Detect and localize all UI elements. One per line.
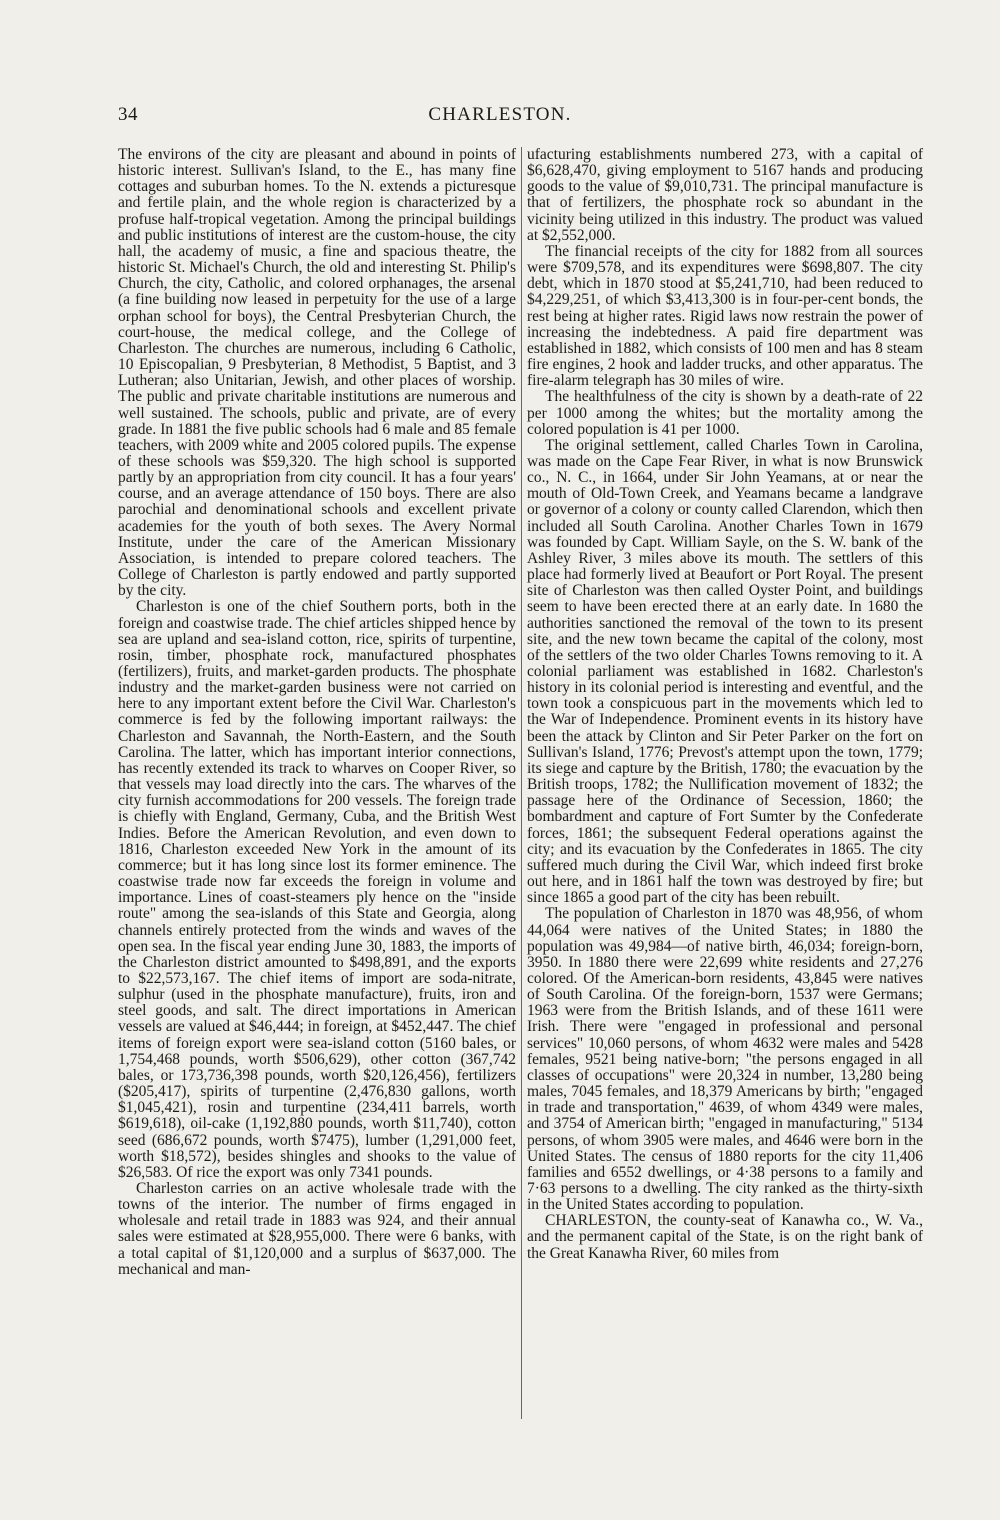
right-column xyxy=(527,147,923,1262)
paragraph-history: The original settlement, called Charles Town in Carolina, was made on the Cape Fear River, in what is now Brunswick co., N. C., in 1664, under Sir John Yeamans, at or near the mouth of Old-Town Creek, and Yeamans became a landgrave or governor of a colony or county called Clarendon, which then included all South Carolina. Another Charles Town in 1679 was founded by Capt. William Sayle, on the S. W. bank of the Ashley River, 3 miles above its mouth. The settlers of this place had formerly lived at Beaufort or Port Royal. The present site of Charleston was then called Oyster Point, and buildings seem to have been erected there at an early date. In 1680 the authorities sanctioned the removal of the town to its present site, and the new town became the capital of the colony, most of the settlers of the two older Charles Towns removing to it. A colonial parliament was established in 1682. Charleston's history in its colonial period is interesting and eventful, and the town took a conspicuous part in the movements which led to the War of Independence. Prominent events in its history have been the attack by Clinton and Sir Peter Parker on the fort on Sullivan's Island, 1776; Prevost's attempt upon the town, 1779; its siege and capture by the British, 1780; the evacuation by the British troops, 1782; the Nullification movement of 1832; the passage here of the Ordinance of Secession, 1860; the bombardment and capture of Fort Sumter by the Confederate forces, 1861; the subsequent Federal operations against the city; and its evacuation by the Confederates in 1865. The city suffered much during the Civil War, which indeed first broke out here, and in 1861 half the town was destroyed by fire; but since 1865 a good part of the city has been rebuilt. xyxy=(527,436,923,907)
left-column xyxy=(118,147,516,1278)
paragraph-environs: The environs of the city are pleasant and abound in points of historic interest. Sullivan's Island, to the E., has many fine cottages and suburban homes. To the N. extends a picturesque and fertile plain, and the whole region is characterized by a profuse half-tropical vegetation. Among the principal buildings and public institutions of interest are the custom-house, the city hall, the academy of music, a fine and spacious theatre, the historic St. Michael's Church, the old and interesting St. Philip's Church, the city, Catholic, and colored orphanages, the arsenal (a fine building now leased in perpetuity for the use of a large orphan school for boys), the Central Presbyterian Church, the court-house, the medical college, and the College of Charleston. The churches are numerous, including 6 Catholic, 10 Episcopalian, 9 Presbyterian, 8 Methodist, 5 Baptist, and 3 Lutheran; also Unitarian, Jewish, and other places of worship. The public and private charitable institutions are numerous and well sustained. The schools, public and private, are of every grade. In 1881 the five public schools had 6 male and 85 female teachers, with 2009 white and 2005 colored pupils. The expense of these schools was $59,320. The high school is supported partly by an appropriation from city council. It has a four years' course, and an average attendance of 150 boys. There are also parochial and denominational schools and excellent private academies for the youth of both sexes. The Avery Normal Institute, under the care of the American Missionary Association, is intended to prepare colored teachers. The College of Charleston is partly endowed and partly supported by the city. xyxy=(118,146,516,600)
paragraph-wholesale: Charleston carries on an active wholesale trade with the towns of the interior. The number of firms engaged in wholesale and retail trade in 1883 was 924, and their annual sales were estimated at $28,955,000. There were 6 banks, with a total capital of $1,120,000 and a surplus of $637,000. The mechanical and man- xyxy=(118,1180,516,1278)
paragraph-health: The healthfulness of the city is shown by a death-rate of 22 per 1000 among the whites; but the mortality among the colored population is 41 per 1000. xyxy=(527,388,923,438)
paragraph-population: The population of Charleston in 1870 was 48,956, of whom 44,064 were natives of the United States; in 1880 the population was 49,984—of native birth, 46,034; foreign-born, 3950. In 1880 there were 22,699 white residents and 27,276 colored. Of the American-born residents, 43,845 were natives of South Carolina. Of the foreign-born, 1537 were Germans; 1963 were from the British Islands, and of these 1611 were Irish. There were "engaged in professional and personal services" 10,060 persons, of whom 4632 were males and 5428 females, 9521 being native-born; "the persons engaged in all classes of occupations" were 20,324 in number, 13,280 being males, 7045 females, and 18,379 Americans by birth; "engaged in trade and transportation," 4639, of whom 4349 were males, and 3754 of American birth; "engaged in manufacturing," 5134 persons, of whom 3905 were males, and 4646 were born in the United States. The census of 1880 reports for the city 11,406 families and 6552 dwellings, or 4·38 persons to a family and 7·63 persons to a dwelling. The city ranked as the thirty-sixth in the United States according to population. xyxy=(527,905,923,1214)
column-divider xyxy=(521,147,522,1419)
paragraph-charleston-wv: CHARLESTON, the county-seat of Kanawha co., W. Va., and the permanent capital of the State, is on the right bank of the Great Kanawha River, 60 miles from xyxy=(527,1212,923,1262)
paragraph-trade: Charleston is one of the chief Southern ports, both in the foreign and coastwise trade. The chief articles shipped hence by sea are upland and sea-island cotton, rice, spirits of turpentine, rosin, timber, phosphate rock, manufactured phosphates (fertilizers), fruits, and market-garden products. The phosphate industry and the market-garden business were not carried on here to any important extent before the Civil War. Charleston's commerce is fed by the following important railways: the Charleston and Savannah, the North-Eastern, and the South Carolina. The latter, which has important interior connections, has recently extended its track to wharves on Cooper River, so that vessels may load directly into the cars. The wharves of the city furnish accommodations for 200 vessels. The foreign trade is chiefly with England, Germany, Cuba, and the British West Indies. Before the American Revolution, and even down to 1816, Charleston exceeded New York in the amount of its commerce; but it has long since lost its former eminence. The coastwise trade now far exceeds the foreign in volume and importance. Lines of coast-steamers ply hence on the "inside route" among the sea-islands of this State and Georgia, along channels entirely protected from the winds and waves of the open sea. In the fiscal year ending June 30, 1883, the imports of the Charleston district amounted to $498,891, and the exports to $22,573,167. The chief items of import are soda-nitrate, sulphur (used in the phosphate manufacture), fruits, iron and steel goods, and salt. The direct importations in American vessels are valued at $46,444; in foreign, at $452,447. The chief items of foreign export were sea-island cotton (5160 bales, or 1,754,468 pounds, worth $506,629), other cotton (367,742 bales, or 173,736,398 pounds, worth $20,126,456), fertilizers ($205,417), spirits of turpentine (2,476,830 gallons, worth $1,045,421), rosin and turpentine (234,411 barrels, worth $619,618), oil-cake (1,192,880 pounds, worth $11,740), cotton seed (686,672 pounds, worth $7475), lumber (1,291,000 feet, worth $18,572), besides shingles and shooks to the value of $26,583. Of rice the export was only 7341 pounds. xyxy=(118,598,516,1181)
paragraph-manufacturing: ufacturing establishments numbered 273, with a capital of $6,628,470, giving employment to 5167 hands and producing goods to the value of $9,010,731. The principal manufacture is that of fertilizers, the phosphate rock so abundant in the vicinity being utilized in this industry. The product was valued at $2,552,000. xyxy=(527,146,923,244)
paragraph-finance: The financial receipts of the city for 1882 from all sources were $709,578, and its expenditures were $698,807. The city debt, which in 1870 stood at $5,241,710, had been reduced to $4,229,251, of which $3,413,300 is in four-per-cent bonds, the rest being at higher rates. Rigid laws now restrain the power of increasing the indebtedness. A paid fire department was established in 1882, which consists of 100 men and has 8 steam fire engines, 2 hook and ladder trucks, and other apparatus. The fire-alarm telegraph has 30 miles of wire. xyxy=(527,242,923,390)
page-number: 34 xyxy=(118,104,138,125)
running-head: CHARLESTON. xyxy=(428,104,572,125)
